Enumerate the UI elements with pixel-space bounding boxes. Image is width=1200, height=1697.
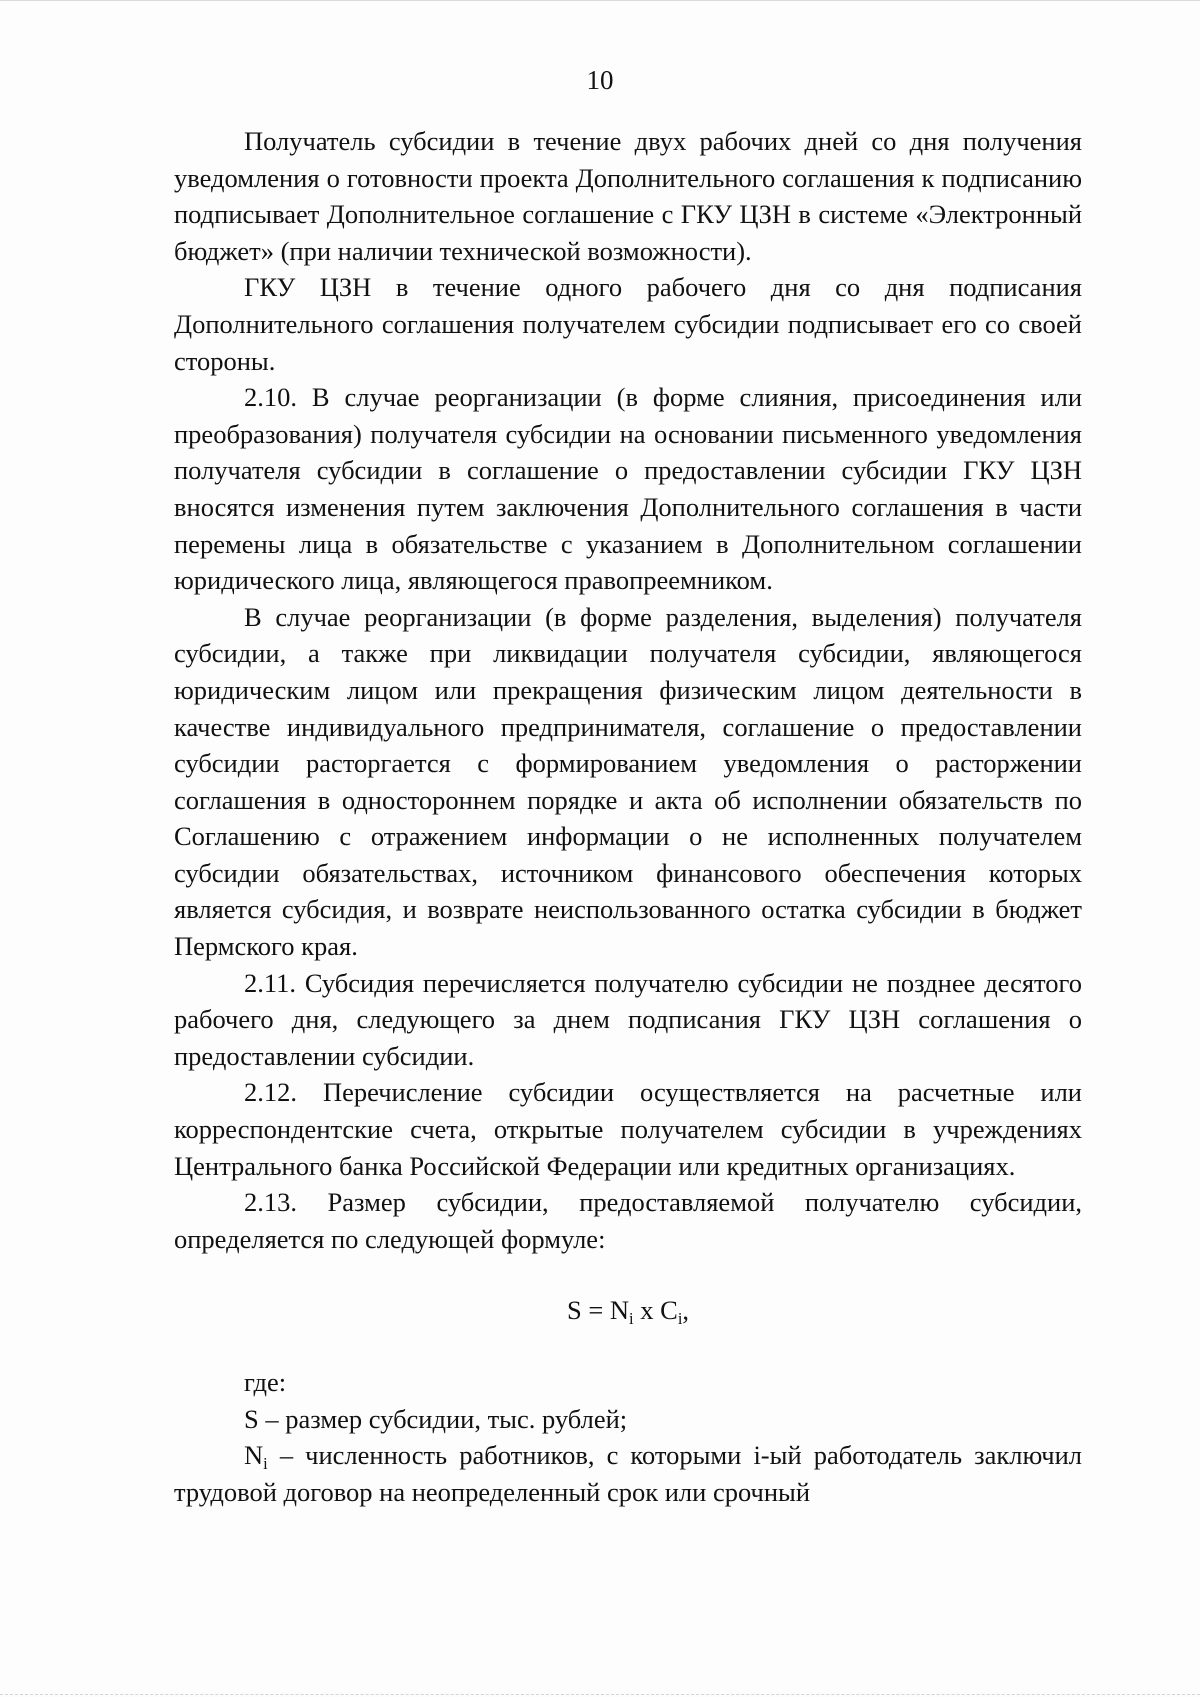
- document-body: [174, 123, 1082, 1510]
- page-number: 10: [586, 65, 614, 95]
- definitions-where: где:: [244, 1367, 287, 1397]
- paragraph-gku-czn-signing: ГКУ ЦЗН в течение одного рабочего дня со дня подписания Дополнительного соглашения получателем субсидии подписывает его со своей стороны.: [174, 272, 1082, 376]
- paragraph-2-13: 2.13. Размер субсидии, предоставляемой получателю субсидии, определяется по следующей формуле:: [174, 1187, 1082, 1254]
- definition-s: S – размер субсидии, тыс. рублей;: [244, 1403, 628, 1434]
- formula-mid: x C: [633, 1295, 678, 1326]
- paragraph-2-10: 2.10. В случае реорганизации (в форме слияния, присоединения или преобразования) получателя субсидии на основании письменного уведомления получателя субсидии в соглашение о предоставлении субсидии ГКУ ЦЗН вносятся изменения путем заключения Дополнительного соглашения в части перемены лица в обязательстве с указанием в Дополнительном соглашении юридического лица, являющегося правопреемником.: [174, 382, 1082, 596]
- definition-n-symbol: N: [244, 1440, 264, 1471]
- definition-n: [174, 1437, 1082, 1510]
- formula-tail: ,: [682, 1295, 690, 1326]
- paragraph-2-11: 2.11. Субсидия перечисляется получателю субсидии не позднее десятого рабочего дня, следующего за днем подписания ГКУ ЦЗН соглашения о предоставлении субсидии.: [174, 967, 1082, 1071]
- formula-lhs: S = N: [566, 1295, 630, 1326]
- formula-subscript-n: i: [629, 1309, 634, 1329]
- definition-n-text: – численность работников, с которыми i-ый работодатель заключил трудовой договор на неопределенный срок или срочный: [174, 1440, 1082, 1507]
- formula-subscript-c: i: [677, 1309, 683, 1329]
- paragraph-2-10-liquidation: В случае реорганизации (в форме разделения, выделения) получателя субсидии, а также при ликвидации получателя субсидии, являющегося юридическим лицом или прекращения физическим лицом деятельности в качестве индивидуального предпринимателя, соглашение о предоставлении субсидии расторгается с формированием уведомления о расторжении соглашения в одностороннем порядке и акта об исполнении обязательств по Соглашению с отражением информации о не исполненных получателем субсидии обязательствах, источником финансового обеспечения которых является субсидия, и возврате неиспользованного остатка субсидии в бюджет Пермского края.: [174, 601, 1082, 962]
- definition-n-subscript: i: [263, 1454, 268, 1474]
- paragraph-recipient-signing: Получатель субсидии в течение двух рабочих дней со дня получения уведомления о готовности проекта Дополнительного соглашения к подписанию подписывает Дополнительное соглашение с ГКУ ЦЗН в системе «Электронный бюджет» (при наличии технической возможности).: [174, 126, 1082, 266]
- paragraph-2-12: 2.12. Перечисление субсидии осуществляется на расчетные или корреспондентские счета, открытые получателем субсидии в учреждениях Центрального банка Российской Федерации или кредитных организациях.: [174, 1077, 1082, 1181]
- subsidy-formula: [174, 1292, 1082, 1329]
